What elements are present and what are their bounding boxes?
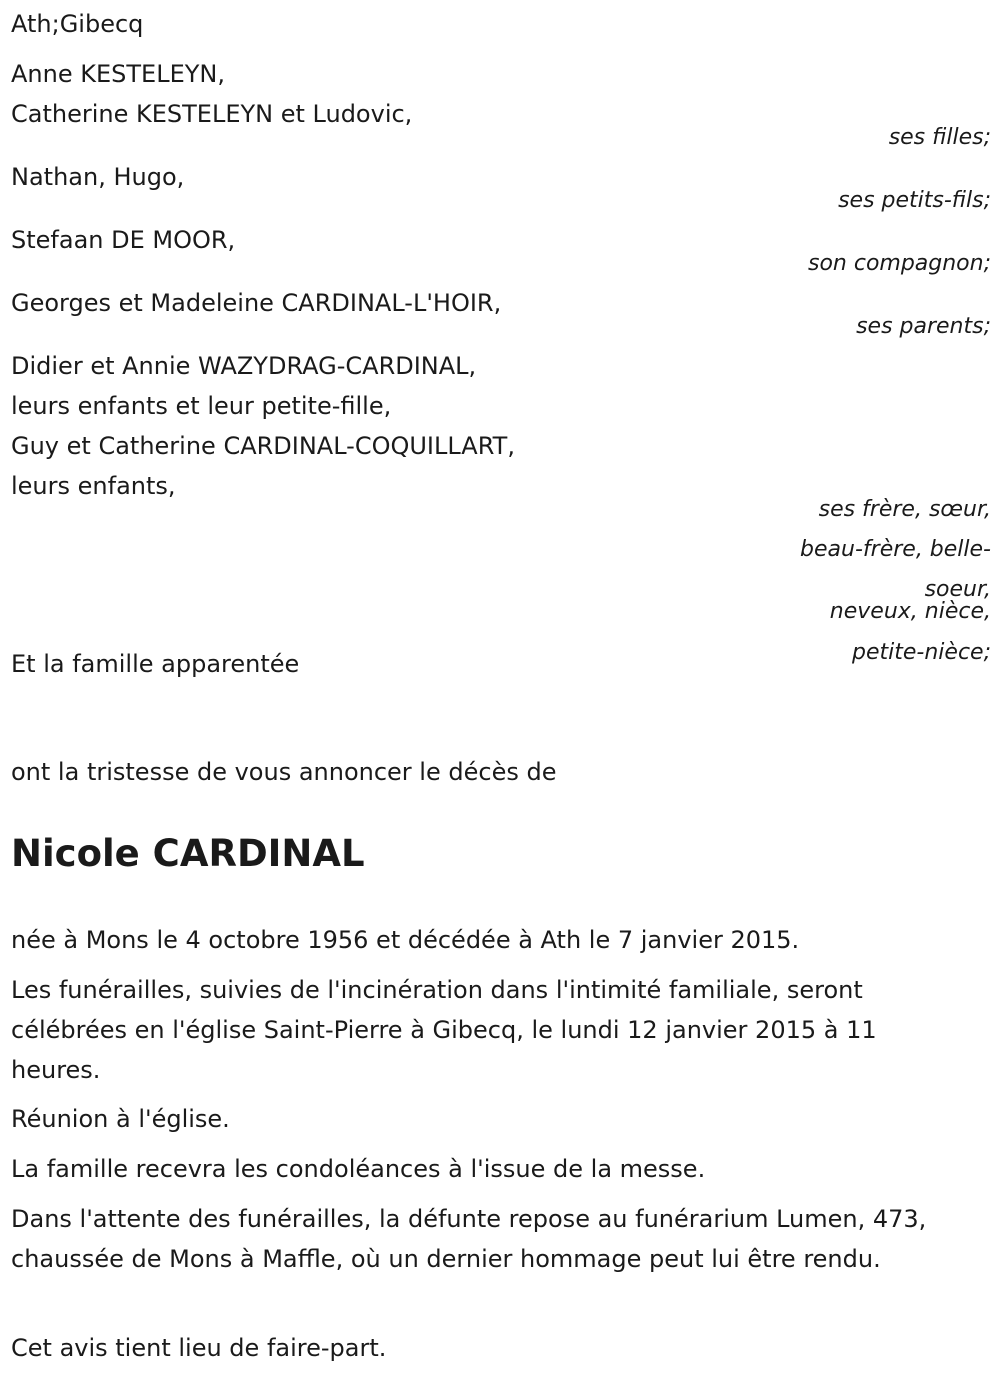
relationship-label: petite-nièce; (852, 640, 991, 665)
family-member-line: Stefaan DE MOOR, (11, 226, 236, 254)
relationship-label: beau-frère, belle- (800, 537, 991, 562)
family-member-line: Catherine KESTELEYN et Ludovic, (11, 100, 413, 128)
repose-paragraph: Dans l'attente des funérailles, la défunte repose au funérarium Lumen, 473, chaussée de Mons à Maffle, où un dernier hommage peut lui être rendu. (11, 1205, 927, 1273)
family-member-line: leurs enfants et leur petite-fille, (11, 392, 392, 420)
relationship-label: ses filles; (888, 125, 991, 150)
family-member-line: Georges et Madeleine CARDINAL-L'HOIR, (11, 289, 502, 317)
location-header: Ath;Gibecq (11, 10, 144, 38)
relationship-label: neveux, nièce, (829, 599, 991, 624)
relationship-label: son compagnon; (807, 251, 991, 276)
announcement-intro: ont la tristesse de vous annoncer le décès de (11, 758, 557, 786)
family-member-line: leurs enfants, (11, 472, 176, 500)
relationship-label: ses frère, sœur, (818, 497, 991, 522)
relationship-label: soeur, (924, 577, 991, 602)
birth-death-line: née à Mons le 4 octobre 1956 et décédée à Ath le 7 janvier 2015. (11, 926, 800, 954)
family-member-line: Nathan, Hugo, (11, 163, 185, 191)
meeting-line: Réunion à l'église. (11, 1105, 230, 1133)
relationship-label: ses petits-fils; (838, 188, 991, 213)
family-member-line: Anne KESTELEYN, (11, 60, 225, 88)
deceased-name: Nicole CARDINAL (11, 832, 365, 875)
relationship-label: ses parents; (856, 314, 991, 339)
notice-line: Cet avis tient lieu de faire-part. (11, 1334, 387, 1362)
family-member-line: Guy et Catherine CARDINAL-COQUILLART, (11, 432, 515, 460)
extended-family-line: Et la famille apparentée (11, 650, 300, 678)
funeral-paragraph: Les funérailles, suivies de l'incinération dans l'intimité familiale, seront célébrées en l'église Saint-Pierre à Gibecq, le lundi 12 janvier 2015 à 11 heures. (11, 976, 877, 1084)
condolences-line: La famille recevra les condoléances à l'issue de la messe. (11, 1155, 706, 1183)
family-member-line: Didier et Annie WAZYDRAG-CARDINAL, (11, 352, 477, 380)
